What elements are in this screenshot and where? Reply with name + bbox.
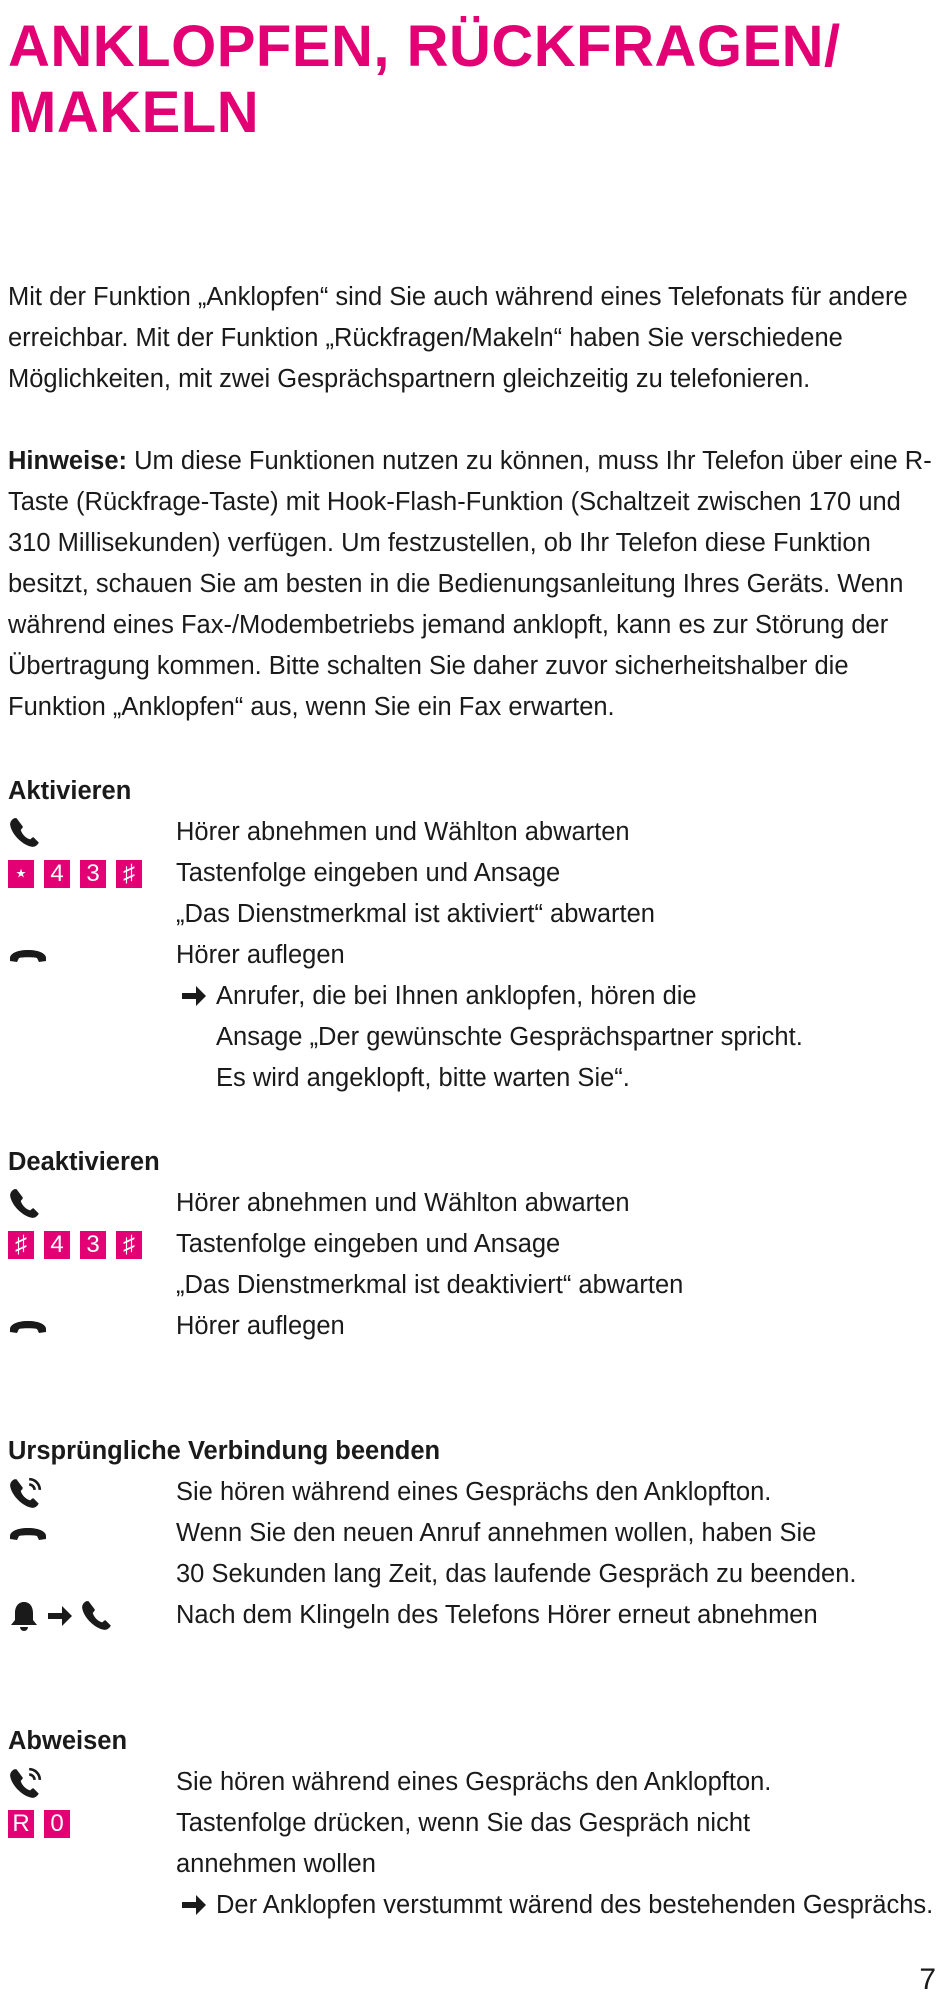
arrow-right-icon (180, 1893, 208, 1917)
step-text: Tastenfolge drücken, wenn Sie das Gespräch nicht (176, 1809, 751, 1837)
handset-hangup-icon (8, 938, 48, 974)
step-text: Hörer abnehmen und Wählton abwarten (176, 1189, 630, 1217)
step-text: 30 Sekunden lang Zeit, das laufende Gespräch zu beenden. (176, 1560, 857, 1588)
key-star: ⋆ (8, 860, 34, 888)
abweisen-result (8, 1885, 938, 1926)
step-text: Sie hören während eines Gesprächs den Anklopfton. (176, 1478, 772, 1506)
result-text: Es wird angeklopft, bitte warten Sie“. (216, 1064, 630, 1092)
hint-label: Hinweise: (8, 447, 128, 475)
key-0: 0 (44, 1810, 70, 1838)
bell-icon (8, 1599, 40, 1633)
key-4: 4 (44, 1231, 70, 1259)
step-text: Hörer abnehmen und Wählton abwarten (176, 818, 630, 846)
aktivieren-result-2 (8, 1017, 938, 1058)
aktivieren-result-3 (8, 1058, 938, 1099)
aktivieren-step-3 (8, 894, 938, 935)
aktivieren-step-1 (8, 812, 938, 853)
step-text: Wenn Sie den neuen Anruf annehmen wollen, haben Sie (176, 1519, 817, 1547)
key-4: 4 (44, 860, 70, 888)
key-sequence-hash-4-3-hash (8, 1227, 146, 1263)
step-text: annehmen wollen (176, 1850, 376, 1878)
beenden-heading: Ursprüngliche Verbindung beenden (8, 1437, 441, 1465)
handset-hangup-icon (8, 1309, 48, 1345)
deaktivieren-step-1 (8, 1183, 938, 1224)
key-hash: ♯ (8, 1231, 34, 1259)
handset-lift-icon (8, 1186, 42, 1222)
handset-hangup-icon (8, 1516, 48, 1552)
hint-text: Um diese Funktionen nutzen zu können, muss Ihr Telefon über eine R-Taste (Rückfrage-Taste) mit Hook-Flash-Funktion (Schaltzeit zwischen 170 und 310 Millisekunden) verfügen. Um festzustellen, ob Ihr Telefon diese Funktion besitzt, schauen Sie am besten in die Bedienungsanleitung Ihres Geräts. Wenn während eines Fax-/Modembetriebs jemand anklopft, kann es zur Störung der Übertragung kommen. Bitte schalten Sie daher zuvor sicherheitshalber die Funktion „Anklopfen“ aus, wenn Sie ein Fax erwarten. (8, 447, 932, 721)
page-number: 7 (919, 1963, 936, 1996)
beenden-step-1 (8, 1472, 938, 1513)
step-text: „Das Dienstmerkmal ist aktiviert“ abwarten (176, 900, 655, 928)
step-text: „Das Dienstmerkmal ist deaktiviert“ abwarten (176, 1271, 684, 1299)
abweisen-step-1 (8, 1762, 938, 1803)
hint-paragraph (8, 441, 938, 728)
handset-lift-icon (80, 1599, 114, 1633)
step-text: Hörer auflegen (176, 941, 345, 969)
aktivieren-step-2 (8, 853, 938, 894)
page-title: ANKLOPFEN, RÜCKFRAGEN/ MAKELN (8, 14, 841, 145)
arrow-right-icon (46, 1604, 74, 1628)
deaktivieren-heading: Deaktivieren (8, 1148, 160, 1176)
key-hash: ♯ (116, 1231, 142, 1259)
aktivieren-heading: Aktivieren (8, 777, 132, 805)
handset-ringing-icon (8, 1765, 44, 1801)
handset-ringing-icon (8, 1475, 44, 1511)
intro-paragraph: Mit der Funktion „Anklopfen“ sind Sie auch während eines Telefonats für andere erreichbar. Mit der Funktion „Rückfragen/Makeln“ haben Sie verschiedene Möglichkeiten, mit zwei Gesprächspartnern gleichzeitig zu telefonieren. (8, 283, 908, 393)
handset-lift-icon (8, 815, 42, 851)
key-3: 3 (80, 1231, 106, 1259)
deaktivieren-step-4 (8, 1306, 938, 1347)
deaktivieren-step-2 (8, 1224, 938, 1265)
step-text: Sie hören während eines Gesprächs den Anklopfton. (176, 1768, 772, 1796)
key-sequence-star-4-3-hash (8, 856, 146, 892)
key-sequence-r-0 (8, 1806, 74, 1842)
arrow-right-icon (180, 984, 208, 1008)
aktivieren-result-1 (8, 976, 938, 1017)
key-3: 3 (80, 860, 106, 888)
beenden-step-2 (8, 1513, 938, 1554)
abweisen-step-3 (8, 1844, 938, 1885)
abweisen-heading: Abweisen (8, 1727, 128, 1755)
beenden-step-3 (8, 1554, 938, 1595)
step-text: Nach dem Klingeln des Telefons Hörer erneut abnehmen (176, 1601, 818, 1629)
aktivieren-step-4 (8, 935, 938, 976)
key-hash: ♯ (116, 860, 142, 888)
result-text: Anrufer, die bei Ihnen anklopfen, hören die (216, 982, 697, 1010)
abweisen-step-2 (8, 1803, 938, 1844)
beenden-step-4 (8, 1595, 938, 1636)
step-text: Tastenfolge eingeben und Ansage (176, 859, 561, 887)
bell-arrow-handset-icons (8, 1598, 114, 1634)
result-text: Der Anklopfen verstummt wärend des bestehenden Gesprächs. (216, 1891, 934, 1919)
deaktivieren-step-3 (8, 1265, 938, 1306)
step-text: Hörer auflegen (176, 1312, 345, 1340)
step-text: Tastenfolge eingeben und Ansage (176, 1230, 561, 1258)
result-text: Ansage „Der gewünschte Gesprächspartner spricht. (216, 1023, 803, 1051)
key-r: R (8, 1810, 34, 1838)
